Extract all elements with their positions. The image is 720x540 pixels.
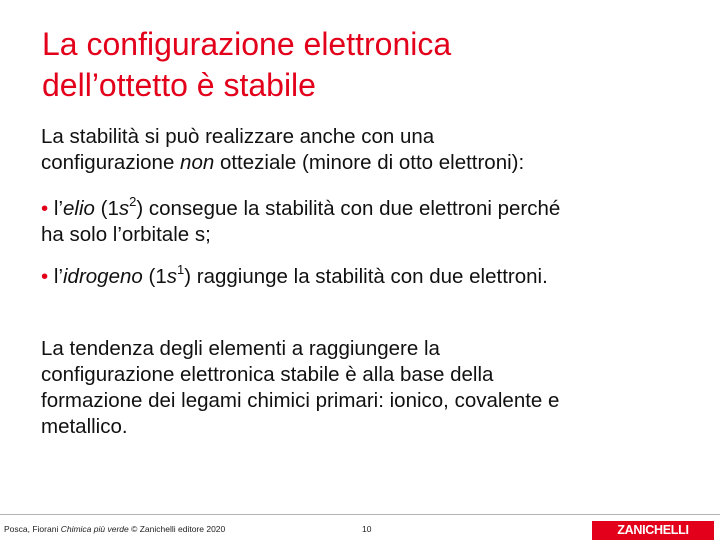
title-line-2: dell’ottetto è stabile [42,67,316,103]
element-name: idrogeno [63,265,143,288]
formula-orbital: s [166,265,177,288]
bullet-line-1 [41,264,691,290]
formula-close: ) [136,197,144,220]
footer-divider [0,514,720,515]
formula-open: (1 [100,197,119,220]
bullet-marker: • [41,197,49,220]
intro-line-1: La stabilità si può realizzare anche con una [41,125,435,148]
formula-open: (1 [148,265,167,288]
element-name: elio [63,197,95,220]
intro-emphasis: non [180,151,215,174]
bullet-line-2: ha solo l’orbitale s; [41,223,211,246]
slide-title [42,24,682,106]
intro-paragraph [41,124,691,176]
intro-text-b: otteziale (minore di otto elettroni): [214,151,525,174]
intro-text-a: configurazione [41,151,181,174]
credit-book-title: Chimica più verde [60,524,129,534]
credit-authors: Posca, Fiorani [4,524,61,534]
bullet-pre: l’ [53,197,63,220]
zanichelli-logo: ZANICHELLI [592,521,714,540]
formula-close: ) [184,265,192,288]
bullet-line-1 [41,196,691,222]
credit-publisher: © Zanichelli editore 2020 [128,524,226,534]
page-number: 10 [362,524,372,534]
conclusion-line-2: configurazione elettronica stabile è alla base della [41,363,494,386]
conclusion-line-1: La tendenza degli elementi a raggiungere la [41,337,440,360]
footer-credit [4,524,225,534]
formula-orbital: s [118,197,130,220]
bullet-marker: • [41,265,49,288]
bullet-item-hydrogen [41,264,691,290]
title-line-1: La configurazione elettronica [42,26,452,62]
intro-line-2 [41,150,691,176]
formula-superscript: 2 [129,194,137,210]
bullet-item-helium [41,196,691,248]
bullet-text: raggiunge la stabilità con due elettroni. [196,265,548,288]
bullet-pre: l’ [53,265,63,288]
bullet-text: consegue la stabilità con due elettroni perché [148,197,561,220]
conclusion-line-3: formazione dei legami chimici primari: ionico, covalente e [41,389,560,412]
conclusion-line-4: metallico. [41,415,128,438]
conclusion-paragraph [41,336,691,440]
formula-superscript: 1 [176,262,185,278]
footer [0,514,720,540]
